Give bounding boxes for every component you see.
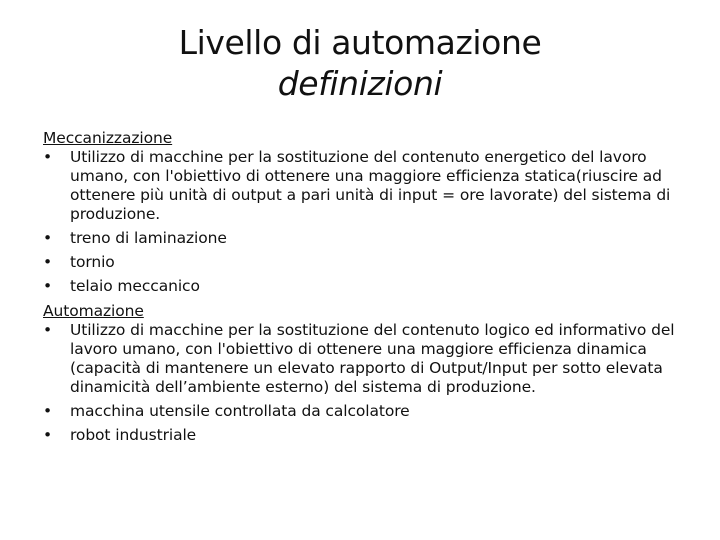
- bullet-icon: •: [43, 277, 53, 295]
- list-item-text: tornio: [70, 253, 115, 271]
- bullet-icon: •: [43, 148, 53, 166]
- slide-content: [43, 128, 693, 450]
- list-item: [43, 321, 693, 397]
- section-heading: Meccanizzazione: [43, 129, 173, 147]
- section-automazione: [43, 301, 693, 445]
- list-item: [43, 229, 693, 248]
- bullet-icon: •: [43, 321, 53, 339]
- list-item-text: macchina utensile controllata da calcolatore: [70, 402, 410, 420]
- list-item-text: Utilizzo di macchine per la sostituzione del contenuto logico ed informativo del lavoro umano, con l'obiettivo di ottenere una maggiore efficienza dinamica (capacità di mantenere un elevato rapporto di Output/Input per sotto elevata dinamicità dell’ambiente esterno) del sistema di produzione.: [70, 321, 675, 396]
- list-item: [43, 253, 693, 272]
- slide-title: [0, 22, 720, 104]
- bullet-list: [43, 321, 693, 445]
- bullet-icon: •: [43, 426, 53, 444]
- bullet-icon: •: [43, 402, 53, 420]
- list-item-text: telaio meccanico: [70, 277, 200, 295]
- list-item: [43, 148, 693, 224]
- title-line-1: Livello di automazione: [178, 23, 542, 62]
- bullet-icon: •: [43, 229, 53, 247]
- list-item-text: treno di laminazione: [70, 229, 227, 247]
- section-meccanizzazione: [43, 128, 693, 296]
- section-heading: Automazione: [43, 302, 144, 320]
- list-item-text: Utilizzo di macchine per la sostituzione del contenuto energetico del lavoro umano, con l'obiettivo di ottenere una maggiore efficienza statica(riuscire ad ottenere più unità di output a pari unità di input = ore lavorate) del sistema di produzione.: [70, 148, 671, 223]
- list-item: [43, 402, 693, 421]
- list-item: [43, 426, 693, 445]
- bullet-list: [43, 148, 693, 296]
- list-item: [43, 277, 693, 296]
- bullet-icon: •: [43, 253, 53, 271]
- title-line-2: definizioni: [277, 64, 443, 103]
- list-item-text: robot industriale: [70, 426, 197, 444]
